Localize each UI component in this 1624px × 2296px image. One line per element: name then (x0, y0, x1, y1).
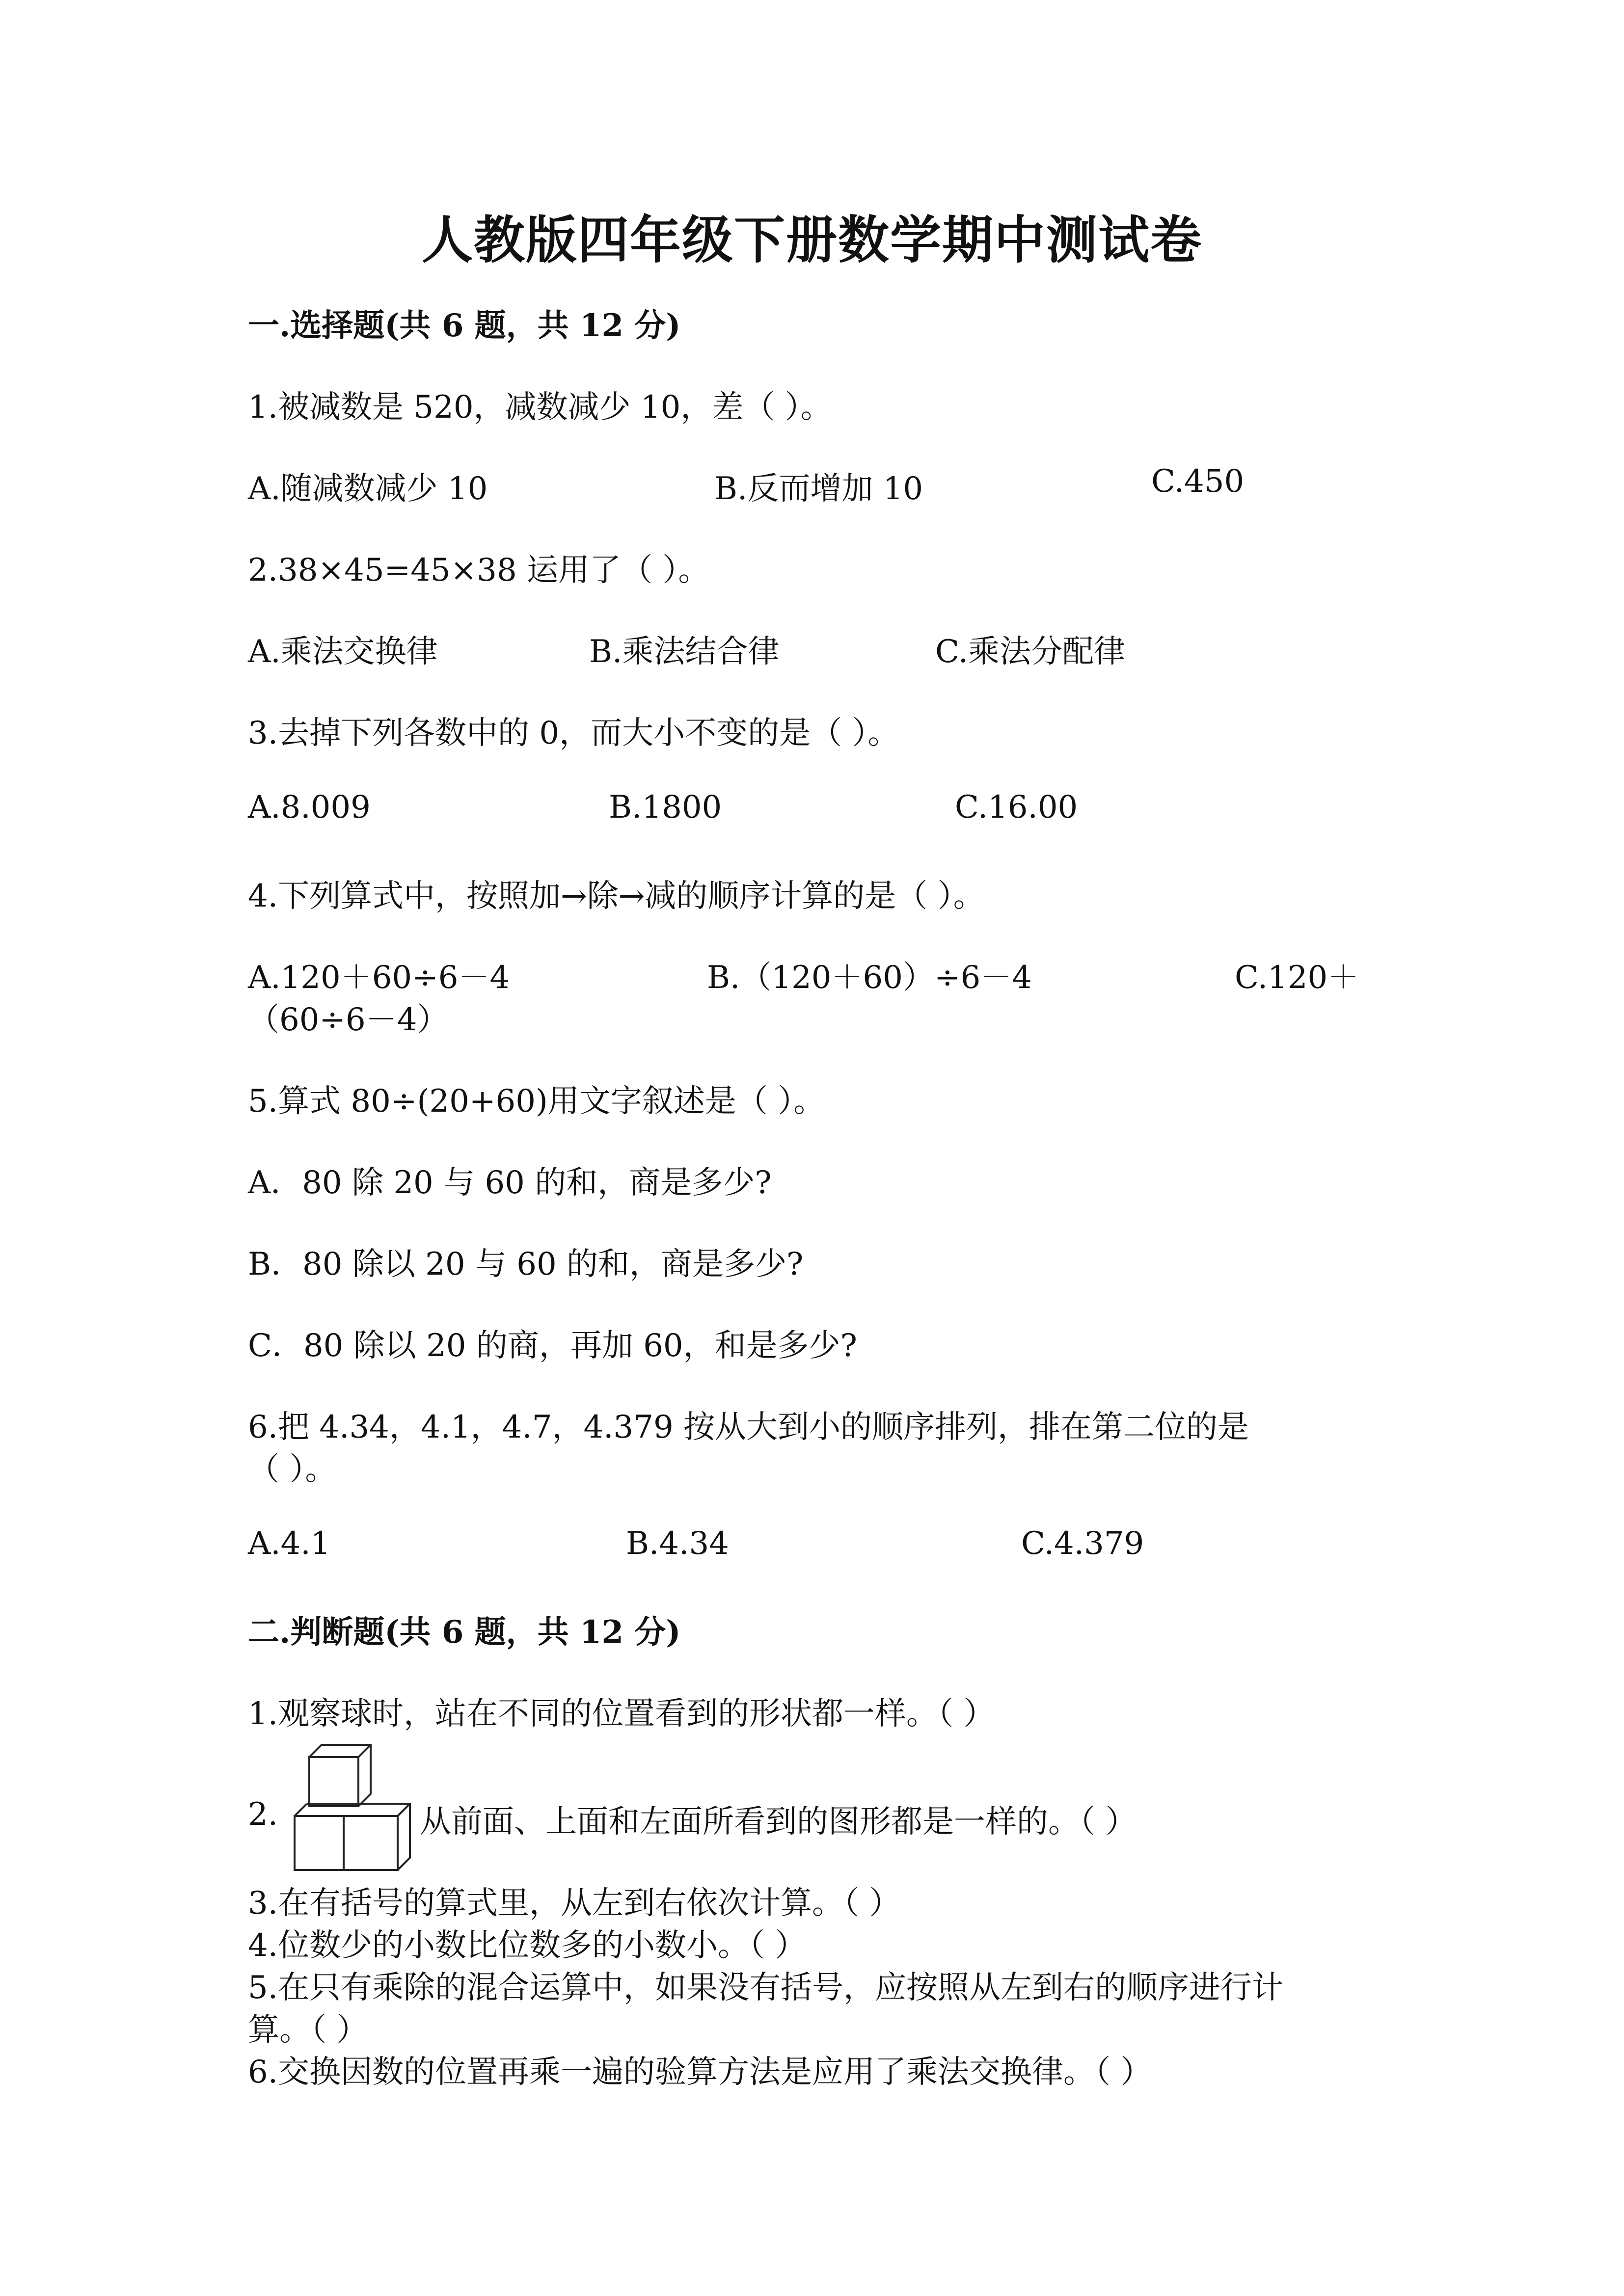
s1-q2-option-c: C.乘法分配律 (935, 634, 1126, 670)
s2-q2-text: 从前面、上面和左面所看到的图形都是一样的。（ ） (420, 1804, 1137, 1840)
s2-q5-continued: 算。（ ） (248, 2012, 368, 2048)
s1-q1-option-a: A.随减数减少 10 (248, 471, 488, 507)
s2-q4: 4.位数少的小数比位数多的小数小。（ ） (248, 1927, 807, 1964)
s1-q6-option-a: A.4.1 (248, 1525, 331, 1562)
section1-heading: 一.选择题(共 6 题，共 12 分) (248, 307, 681, 344)
s1-q5-option-a: A．80 除 20 与 60 的和，商是多少? (248, 1165, 772, 1201)
section2-heading: 二.判断题(共 6 题，共 12 分) (248, 1614, 681, 1651)
s1-q6-stem-continued: （ ）。 (248, 1451, 337, 1488)
s1-q1-option-b: B.反而增加 10 (714, 471, 923, 507)
s1-q3-option-b: B.1800 (609, 789, 722, 826)
s1-q2-option-b: B.乘法结合律 (589, 634, 780, 670)
s1-q3-stem: 3.去掉下列各数中的 0，而大小不变的是（ ）。 (248, 715, 899, 751)
s1-q5-option-b: B．80 除以 20 与 60 的和，商是多少? (248, 1246, 804, 1282)
s2-q5: 5.在只有乘除的混合运算中，如果没有括号，应按照从左到右的顺序进行计 (248, 1970, 1284, 2006)
s1-q6-stem: 6.把 4.34，4.1，4.7，4.379 按从大到小的顺序排列，排在第二位的是 (248, 1409, 1249, 1445)
s1-q3-option-a: A.8.009 (248, 789, 371, 826)
s2-q2-number: 2. (248, 1796, 278, 1833)
s1-q4-option-c: C.120＋ (1235, 960, 1359, 996)
page-title: 人教版四年级下册数学期中测试卷 (421, 210, 1202, 270)
s1-q5-option-c: C．80 除以 20 的商，再加 60，和是多少? (248, 1328, 857, 1364)
s1-q4-stem: 4.下列算式中，按照加→除→减的顺序计算的是（ ）。 (248, 878, 985, 914)
s1-q5-stem: 5.算式 80÷(20+60)用文字叙述是（ ）。 (248, 1083, 825, 1120)
s1-q2-option-a: A.乘法交换律 (248, 634, 438, 670)
s1-q1-option-c: C.450 (1151, 463, 1245, 500)
s2-q1: 1.观察球时，站在不同的位置看到的形状都一样。（ ） (248, 1696, 995, 1732)
s1-q2-stem: 2.38×45=45×38 运用了（ ）。 (248, 552, 710, 588)
s1-q6-option-c: C.4.379 (1021, 1525, 1144, 1562)
s2-q6: 6.交换因数的位置再乘一遍的验算方法是应用了乘法交换律。（ ） (248, 2054, 1152, 2090)
s1-q3-option-c: C.16.00 (955, 789, 1078, 826)
s2-q3: 3.在有括号的算式里，从左到右依次计算。（ ） (248, 1885, 901, 1922)
s1-q4-option-b: B.（120＋60）÷6－4 (707, 960, 1032, 996)
s1-q6-option-b: B.4.34 (626, 1525, 729, 1562)
s1-q4-option-c-continued: （60÷6－4） (248, 1002, 449, 1038)
s1-q4-option-a: A.120＋60÷6－4 (248, 960, 510, 996)
s1-q1-stem: 1.被减数是 520，减数减少 10，差（ ）。 (248, 389, 832, 426)
cube-stack-figure (290, 1737, 417, 1875)
